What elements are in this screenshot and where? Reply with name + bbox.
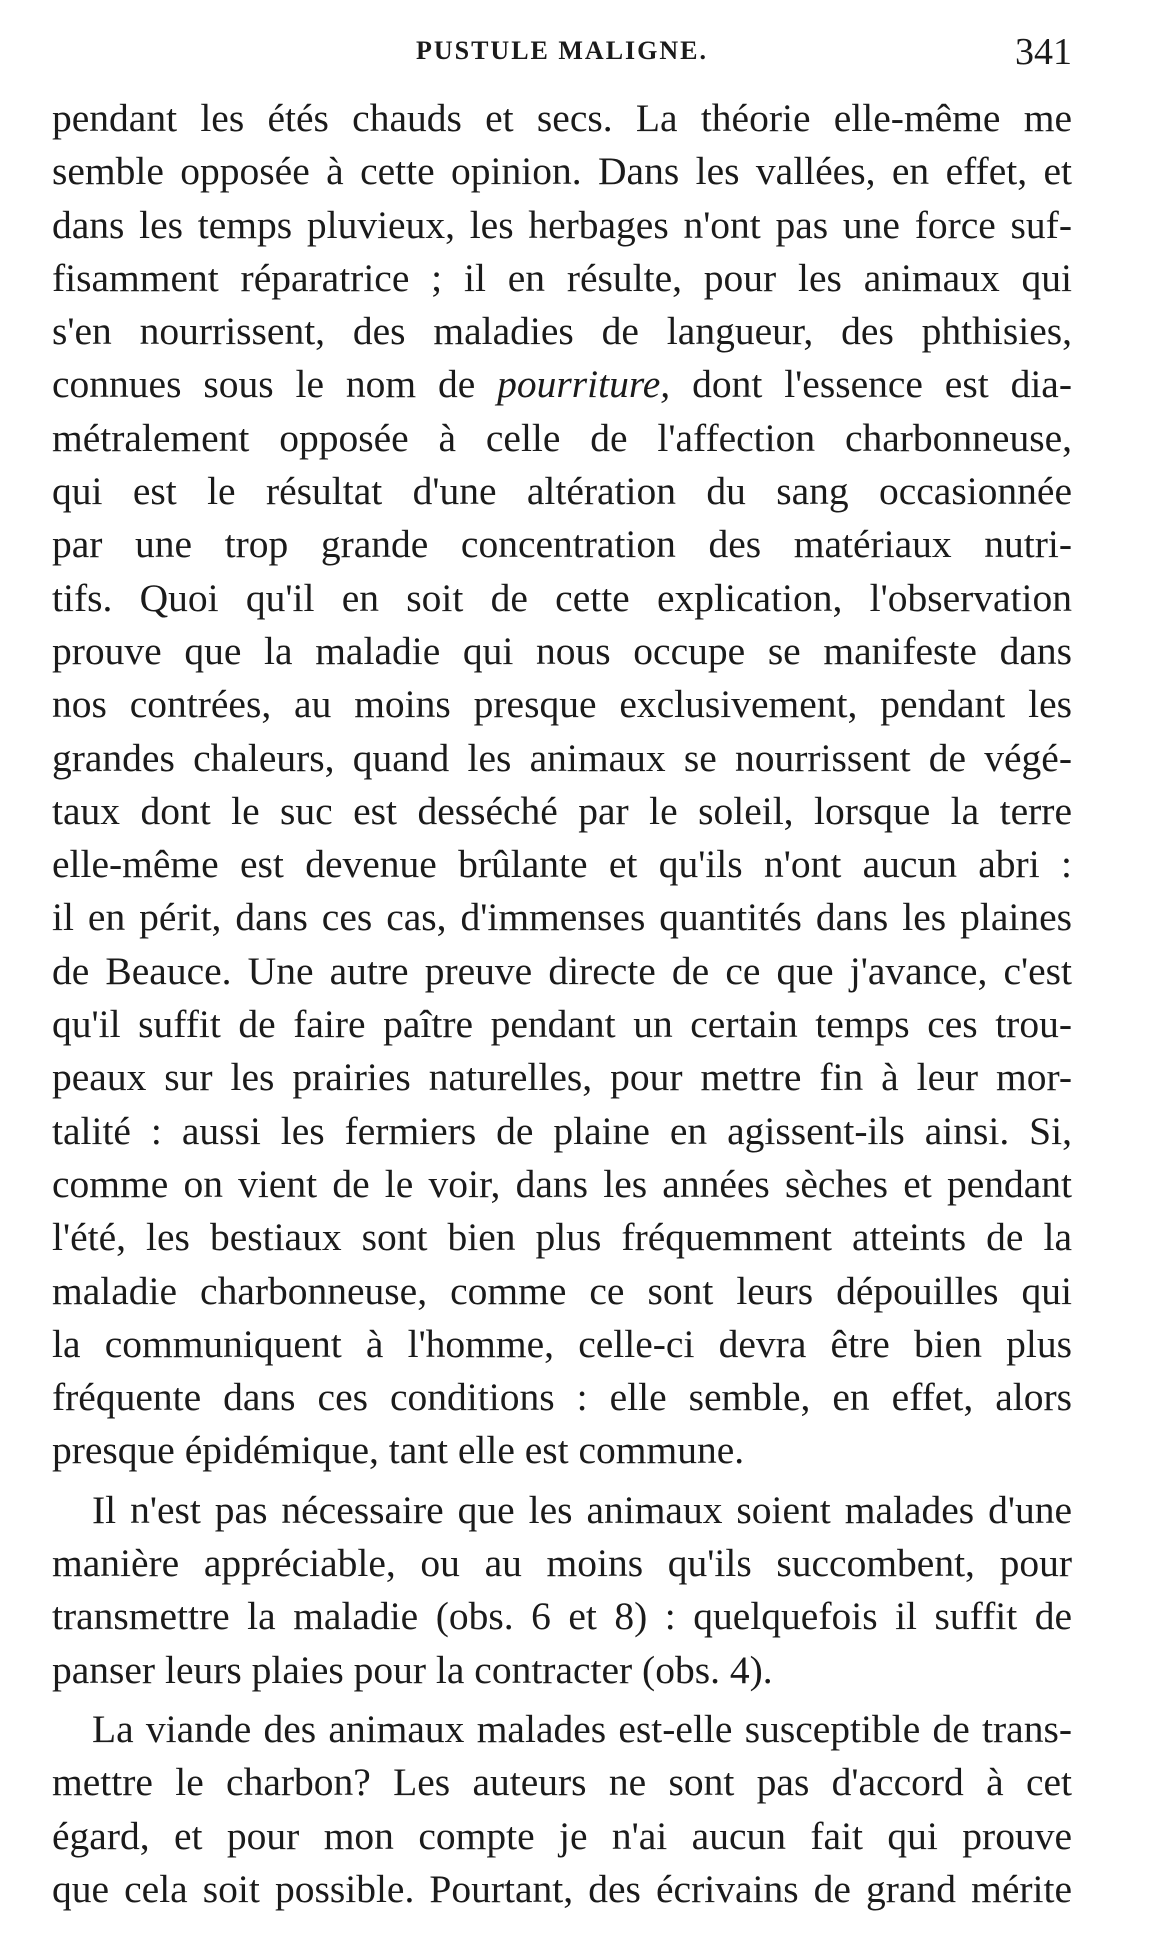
text-line: prouve que la maladie qui nous occupe se manifeste dans xyxy=(52,628,1072,673)
text-line: taux dont le suc est desséché par le soleil, lorsque la terre xyxy=(52,788,1072,833)
text-line: presque épidémique, tant elle est commune. xyxy=(52,1428,745,1473)
page-number: 341 xyxy=(1015,31,1072,73)
body-text xyxy=(52,92,1072,1916)
text-line: fisamment réparatrice ; il en résulte, pour les animaux qui xyxy=(52,255,1072,300)
text-line: peaux sur les prairies naturelles, pour mettre fin à leur mor- xyxy=(52,1055,1072,1100)
text-line: nos contrées, au moins presque exclusivement, pendant les xyxy=(52,682,1072,727)
text-line: l'été, les bestiaux sont bien plus fréquemment atteints de la xyxy=(52,1215,1072,1260)
text-line: transmettre la maladie (obs. 6 et 8) : quelquefois il suffit de xyxy=(52,1594,1072,1639)
text-line: comme on vient de le voir, dans les années sèches et pendant xyxy=(52,1161,1072,1206)
paragraph xyxy=(52,92,1072,1478)
text-line: manière appréciable, ou au moins qu'ils succombent, pour xyxy=(52,1541,1072,1586)
text-line: de Beauce. Une autre preuve directe de ce que j'avance, c'est xyxy=(52,948,1072,993)
text-line: talité : aussi les fermiers de plaine en agissent-ils ainsi. Si, xyxy=(52,1108,1072,1153)
text-line: semble opposée à cette opinion. Dans les vallées, en effet, et xyxy=(52,149,1072,194)
book-page xyxy=(52,0,1072,1946)
running-title: PUSTULE MALIGNE. xyxy=(415,36,709,65)
text-line: dans les temps pluvieux, les herbages n'ont pas une force suf- xyxy=(52,202,1072,247)
text-line: qu'il suffit de faire paître pendant un certain temps ces trou- xyxy=(52,1002,1072,1047)
text-line-with-italic xyxy=(52,358,1072,411)
text-line: il en périt, dans ces cas, d'immenses quantités dans les plaines xyxy=(52,895,1072,940)
text-line: tifs. Quoi qu'il en soit de cette explication, l'observation xyxy=(52,575,1072,620)
paragraph xyxy=(52,1484,1072,1697)
text-line: qui est le résultat d'une altération du sang occasionnée xyxy=(52,469,1072,514)
text-line: métralement opposée à celle de l'affection charbonneuse, xyxy=(52,415,1072,460)
text-line: mettre le charbon? Les auteurs ne sont pas d'accord à cet xyxy=(52,1760,1072,1805)
text-line: la communiquent à l'homme, celle-ci devra être bien plus xyxy=(52,1321,1072,1366)
text-line: pendant les étés chauds et secs. La théorie elle-même me xyxy=(52,96,1072,140)
text-line: s'en nourrissent, des maladies de langueur, des phthisies, xyxy=(52,309,1072,354)
text-line: maladie charbonneuse, comme ce sont leurs dépouilles qui xyxy=(52,1268,1072,1313)
text-line: Il n'est pas nécessaire que les animaux soient malades d'une xyxy=(92,1487,1072,1532)
text-line: égard, et pour mon compte je n'ai aucun fait qui prouve xyxy=(52,1813,1072,1858)
paragraph xyxy=(52,1703,1072,1916)
italic-term: pourriture, xyxy=(497,362,671,407)
text-segment: connues sous le nom de xyxy=(52,362,498,407)
text-line: par une trop grande concentration des matériaux nutri- xyxy=(52,522,1072,567)
text-line: La viande des animaux malades est-elle susceptible de trans- xyxy=(92,1706,1072,1751)
text-line: panser leurs plaies pour la contracter (obs. 4). xyxy=(52,1647,773,1692)
text-line: que cela soit possible. Pourtant, des écrivains de grand mérite xyxy=(52,1866,1072,1911)
text-line: fréquente dans ces conditions : elle semble, en effet, alors xyxy=(52,1375,1072,1420)
text-segment: dont l'essence est dia- xyxy=(670,362,1072,407)
text-line: grandes chaleurs, quand les animaux se nourrissent de végé- xyxy=(52,735,1072,780)
text-line: elle-même est devenue brûlante et qu'ils n'ont aucun abri : xyxy=(52,842,1072,887)
page-header xyxy=(52,30,1072,74)
